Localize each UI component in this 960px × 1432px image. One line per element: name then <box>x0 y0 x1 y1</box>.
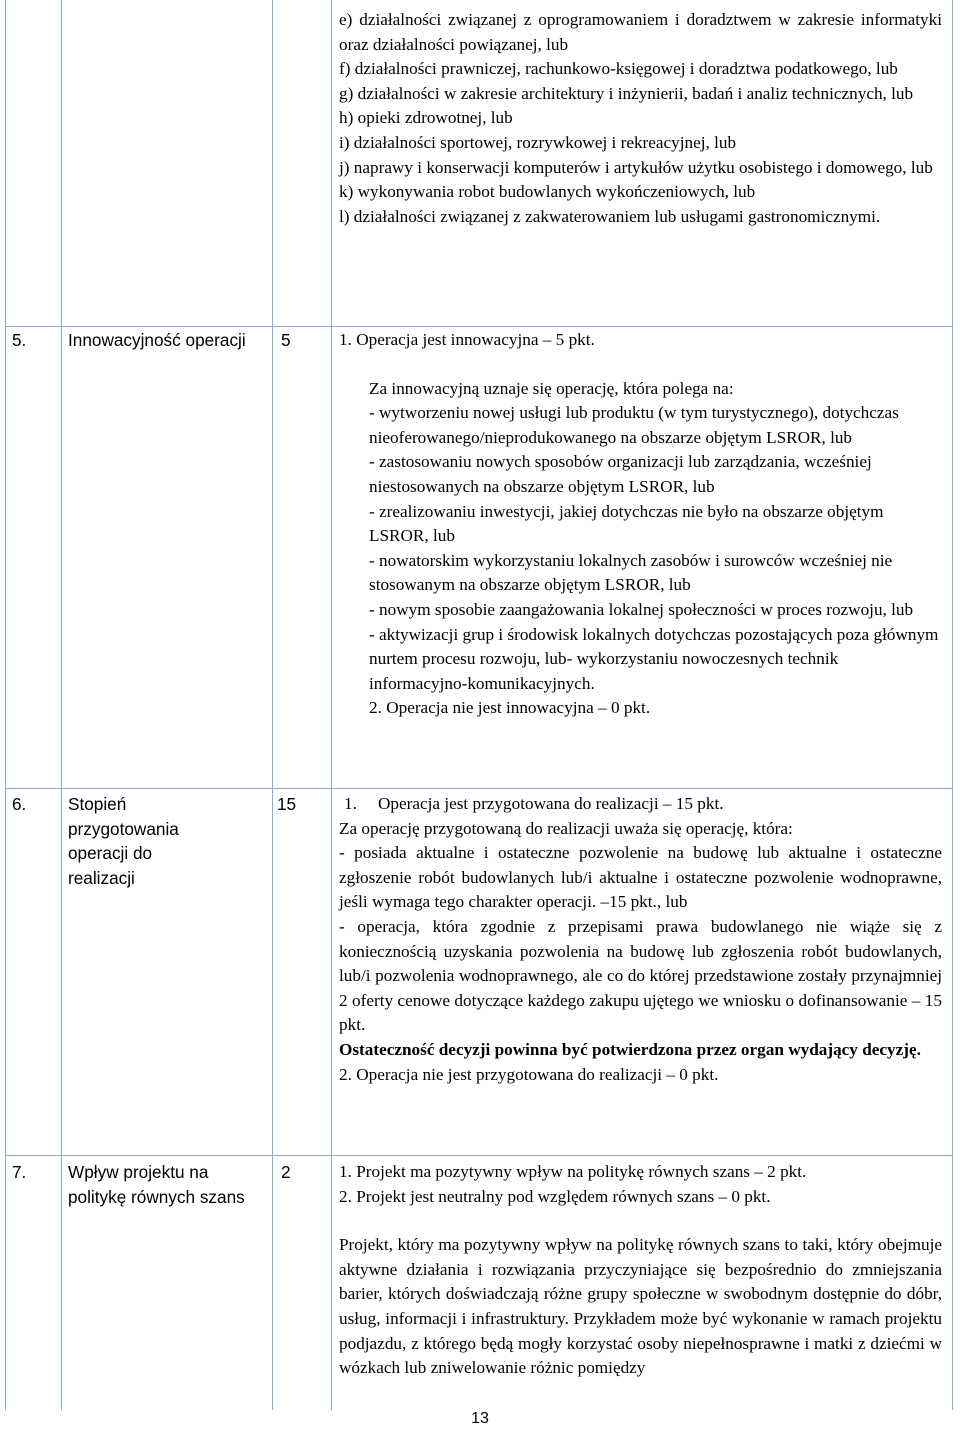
row7-number: 7. <box>12 1162 27 1182</box>
row7-description-text: Projekt, który ma pozytywny wpływ na politykę równych szans to taki, który obejmuje aktywne działania i rozwiązania przyczyniające się bezpośrednio do zmniejszania barier, których doświadczają różne grupy społeczne w swobodnym dostępnie do dóbr, usług, informacji i infrastruktury. Przykładem może być wykonanie w ramach projektu podjazdu, z którego będą mogły korzystać osoby niepełnosprawne i matki z dziećmi w wózkach lub zniwelowanie różnic pomiędzy <box>339 1235 942 1378</box>
table-border-col1 <box>61 0 62 1410</box>
row7-option2: 2. Projekt jest neutralny pod względem równych szans – 0 pkt. <box>339 1186 771 1206</box>
row-divider-5-6 <box>5 788 953 789</box>
prev-row-line-f: f) działalności prawniczej, rachunkowo-księgowej i doradztwa podatkowego, lub <box>339 59 898 79</box>
row6-option1-text: Operacja jest przygotowana do realizacji – 15 pkt. <box>378 794 724 813</box>
prev-row-line-i: i) działalności sportowej, rozrywkowej i rekreacyjnej, lub <box>339 132 737 152</box>
row6-para1: - posiada aktualne i ostateczne pozwolenie na budowę lub aktualne i ostateczne zgłoszenie robót budowlanych lub/i aktualne i ostateczne pozwolenie wodnoprawne, jeśli wymaga tego charakter operacji. –15 pkt., lub <box>339 843 942 912</box>
prev-row-line-j: j) naprawy i konserwacji komputerów i artykułów użytku osobistego i domowego, lub <box>339 157 933 177</box>
table-border-left <box>5 0 6 1410</box>
row6-criterion: Stopień przygotowania operacji do realizacji <box>68 794 179 888</box>
row5-bullet: - zrealizowaniu inwestycji, jakiej dotychczas nie było na obszarze objętym LSROR, lub <box>369 501 884 546</box>
row7-points: 2 <box>281 1162 291 1182</box>
row5-intro: Za innowacyjną uznaje się operację, która polega na: <box>369 378 734 398</box>
row6-bold-note: Ostateczność decyzji powinna być potwierdzona przez organ wydający decyzję. <box>339 1039 921 1059</box>
row6-para2: - operacja, która zgodnie z przepisami prawa budowlanego nie wiąże się z koniecznością uzyskania pozwolenia na budowę lub zgłoszenia robót budowlanych, lub/i pozwolenia wodnoprawnego, ale co do której przedstawione zostały przynajmniej 2 oferty cenowe dotyczące każdego zakupu ujętego we wniosku o dofinansowanie – 15 pkt. <box>339 916 942 1035</box>
table-border-col2 <box>272 0 273 1410</box>
row5-bullets <box>339 401 939 721</box>
row6-option1 <box>339 792 942 817</box>
row6-points: 15 <box>277 794 297 814</box>
row5-description <box>339 328 939 721</box>
row6-option2: 2. Operacja nie jest przygotowana do realizacji – 0 pkt. <box>339 1064 719 1084</box>
row7-description <box>339 1160 942 1381</box>
row5-bullet: - zastosowaniu nowych sposobów organizacji lub zarządzania, wcześniej niestosowanych na obszarze objętym LSROR, lub <box>369 452 872 496</box>
row5-bullet: - nowatorskim wykorzystaniu lokalnych zasobów i surowców wcześniej nie stosowanym na obszarze objętym LSROR, lub <box>369 550 893 595</box>
prev-row-line-h: h) opieki zdrowotnej, lub <box>339 108 513 128</box>
row6-description <box>339 792 942 1087</box>
row5-bullet: - aktywizacji grup i środowisk lokalnych dotychczas pozostających poza głównym nurtem procesu rozwoju, lub- wykorzystaniu nowoczesnych technik informacyjno-komunikacyjnych. <box>369 624 939 693</box>
row5-criterion: Innowacyjność operacji <box>68 330 246 350</box>
row5-option2: 2. Operacja nie jest innowacyjna – 0 pkt. <box>369 698 651 718</box>
row5-number: 5. <box>12 330 27 350</box>
row5-points: 5 <box>281 330 291 350</box>
row7-option1: 1. Projekt ma pozytywny wpływ na politykę równych szans – 2 pkt. <box>339 1162 807 1181</box>
row5-bullet: - nowym sposobie zaangażowania lokalnej społeczności w proces rozwoju, lub <box>369 599 914 619</box>
prev-row-line-e: e) działalności związanej z oprogramowaniem i doradztwem w zakresie informatyki oraz działalności powiązanej, lub <box>339 10 942 54</box>
row-divider-6-7 <box>5 1155 953 1156</box>
row-divider-4-5 <box>5 326 953 327</box>
prev-row-line-k: k) wykonywania robot budowlanych wykończeniowych, lub <box>339 182 756 202</box>
prev-row-line-g: g) działalności w zakresie architektury i inżynierii, badań i analiz technicznych, lub <box>339 83 914 103</box>
row6-intro: Za operację przygotowaną do realizacji uważa się operację, która: <box>339 818 793 838</box>
row6-number: 6. <box>12 794 27 814</box>
prev-row-description <box>339 8 942 229</box>
row5-bullet: - wytworzeniu nowej usługi lub produktu (w tym turystycznego), dotychczas nieoferowanego/nieprodukowanego na obszarze objętym LSROR, lub <box>369 403 899 447</box>
page-number: 13 <box>471 1410 489 1427</box>
table-border-right <box>952 0 953 1410</box>
row7-criterion: Wpływ projektu na politykę równych szans <box>68 1162 245 1207</box>
table-border-col3 <box>331 0 332 1410</box>
row6-option1-number: 1. <box>344 794 357 813</box>
row5-option1: 1. Operacja jest innowacyjna – 5 pkt. <box>339 330 595 349</box>
prev-row-line-l: l) działalności związanej z zakwaterowaniem lub usługami gastronomicznymi. <box>339 206 881 226</box>
